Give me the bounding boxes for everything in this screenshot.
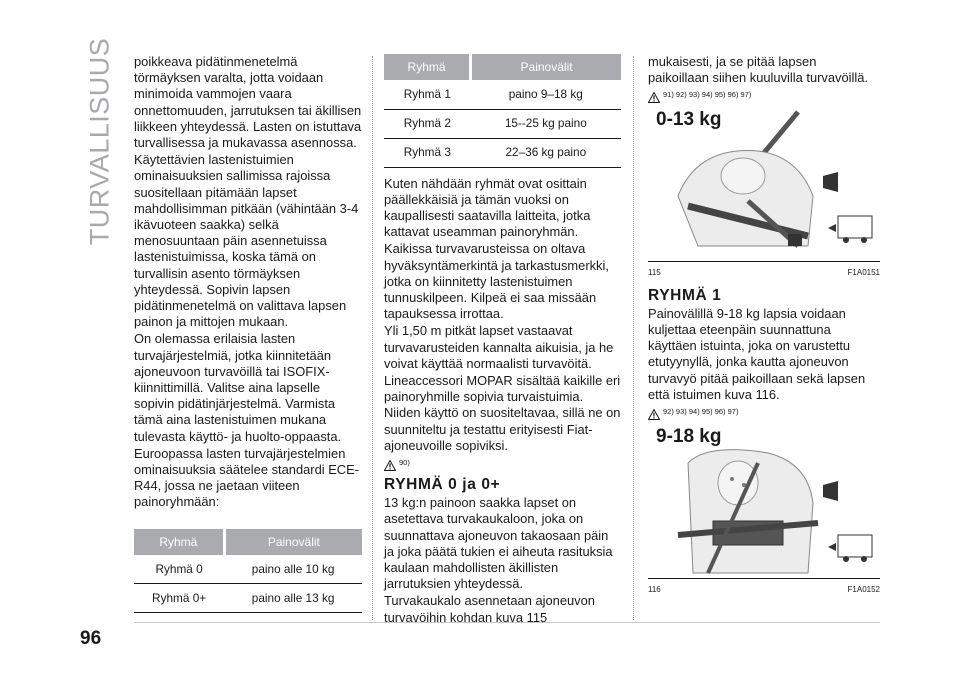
- table-cell: paino alle 13 kg: [224, 584, 362, 613]
- paragraph: On olemassa erilaisia lasten turvajärjestelmiä, jotka kiinnitetään ajoneuvoon turvavöillä tai ISOFIX-kiinnittimillä. Valitse aina lapselle sopivin pidätinjärjestelmä. Varmista tämä aina lastenistuimen mukana tulevasta käyttö- ja huolto-oppaasta.: [134, 331, 342, 444]
- section-side-title: TURVALLISUUS: [84, 37, 115, 245]
- reference-numbers: 91) 92) 93) 94) 95) 96) 97): [663, 90, 752, 100]
- paragraph: Turvakaukalo asennetaan ajoneuvon turvavöihin kohdan kuva 115: [384, 593, 595, 625]
- table-cell: paino alle 10 kg: [224, 555, 362, 584]
- figure-label: 9-18 kg: [656, 426, 722, 448]
- paragraph: Lineaccessori MOPAR sisältää kaikille eri painoryhmille sopivia turvaistuimia. Niiden käyttö on suositeltavaa, sillä ne on suunniteltu ja testattu erityisesti Fiat-ajoneuvoille sopiviksi.: [384, 372, 621, 453]
- table-cell: Ryhmä 0+: [134, 584, 224, 613]
- table-row: [384, 109, 621, 138]
- table-cell: Ryhmä 1: [384, 80, 471, 109]
- weight-group-table: [384, 54, 621, 168]
- table-header: Painovälit: [224, 529, 362, 555]
- paragraph: Kaikissa turvavarusteissa on oltava hyväksyntämerkintä ja tarkastusmerkki, jotka on kiinnitetty lastenistuimen tunnuskilpeen. Kilpeä ei saa missään tapauksessa irrottaa.: [384, 241, 609, 322]
- section-heading: RYHMÄ 1: [648, 286, 722, 304]
- table-cell: Ryhmä 0: [134, 555, 224, 584]
- table-cell: 22–36 kg paino: [471, 138, 621, 167]
- column-divider: [633, 56, 634, 620]
- table-header: Ryhmä: [134, 529, 224, 555]
- weight-group-table: [134, 529, 362, 614]
- warning-refs: [384, 457, 621, 471]
- figure-label: 0-13 kg: [656, 109, 722, 131]
- figure-code: F1A0151: [847, 268, 880, 278]
- figure-115: [648, 106, 880, 262]
- figure-caption: [648, 582, 880, 598]
- paragraph: 13 kg:n painoon saakka lapset on asetettava turvakaukaloon, joka on suunnattava ajoneuvon takaosaan päin ja joka päätä tukien ei aiheuta rasituksia kaulaan mahdollisten äkillisten jarrutuksien yhteydessä.: [384, 495, 613, 592]
- paragraph: Käytettävien lastenistuimien ominaisuuksien sallimissa rajoissa suositellaan pitämään lapset mahdollisimman pitkään (vähintään 3-4 ikävuoteen saakka) selkä menosuuntaan päin asennetuissa lastenistuimissa, koska tämä on turvallisin asento törmäyksen yhteydessä. Sopivin lapsen pidätinmenetelmä on valittava lapsen painon ja mittojen mukaan.: [134, 152, 359, 330]
- column-divider: [372, 56, 373, 620]
- table-header: Ryhmä: [384, 54, 471, 80]
- column-1: [134, 54, 362, 613]
- paragraph: Yli 1,50 m pitkät lapset vastaavat turvavarusteiden kannalta aikuisia, ja he voivat käyttää normaalisti turvavöitä.: [384, 323, 614, 371]
- table-row: [384, 138, 621, 167]
- column-2: [384, 54, 621, 627]
- warning-refs: [648, 89, 880, 103]
- section-heading: RYHMÄ 0 ja 0+: [384, 475, 501, 493]
- table-row: [384, 80, 621, 109]
- table-row: [134, 584, 362, 613]
- figure-caption: [648, 265, 880, 281]
- table-cell: 15--25 kg paino: [471, 109, 621, 138]
- figure-number: 115: [648, 268, 661, 278]
- table-cell: Ryhmä 3: [384, 138, 471, 167]
- table-header: Painovälit: [471, 54, 621, 80]
- table-row: [134, 555, 362, 584]
- paragraph: poikkeava pidätinmenetelmä törmäyksen varalta, jotta voidaan minimoida vammojen vaara onnettomuuden, jarrutuksen tai äkillisen liikkeen yhteydessä. Lasten on istuttava turvallisessa ja mukavassa asennossa.: [134, 54, 362, 151]
- reference-numbers: 92) 93) 94) 95) 96) 97): [663, 406, 739, 416]
- table-cell: paino 9–18 kg: [471, 80, 621, 109]
- reference-number: 90): [399, 457, 410, 467]
- footer-rule: [134, 622, 880, 623]
- figure-code: F1A0152: [847, 585, 880, 595]
- airbag-off-icon: [823, 481, 838, 501]
- paragraph: Kuten nähdään ryhmät ovat osittain päällekkäisiä ja tämän vuoksi on kaupallisesti saatavilla laitteita, jotka kattavat useamman painoryhmän.: [384, 175, 591, 240]
- column-3: [648, 54, 880, 604]
- warning-refs: [648, 406, 880, 420]
- paragraph: Euroopassa lasten turvajärjestelmien ominaisuuksia säätelee standardi ECE-R44, jossa ne jaetaan viiteen painoryhmään:: [134, 445, 359, 510]
- paragraph: mukaisesti, ja se pitää lapsen paikoillaan siihen kuuluvilla turvavöillä.: [648, 54, 868, 86]
- warning-triangle-icon: [384, 460, 396, 471]
- figure-number: 116: [648, 585, 661, 595]
- warning-triangle-icon: [648, 92, 660, 103]
- page-number: 96: [80, 628, 102, 649]
- airbag-off-icon: [823, 172, 838, 192]
- paragraph: Painovälillä 9-18 kg lapsia voidaan kuljettaa eteenpäin suunnattuna käyttäen istuinta, joka on varustettu etutyynyllä, jonka kautta ajoneuvon turvavyö pitää paikoillaan sekä lapsen että istuimen kuva 116.: [648, 305, 866, 402]
- warning-triangle-icon: [648, 409, 660, 420]
- figure-116: [648, 423, 880, 579]
- table-cell: Ryhmä 2: [384, 109, 471, 138]
